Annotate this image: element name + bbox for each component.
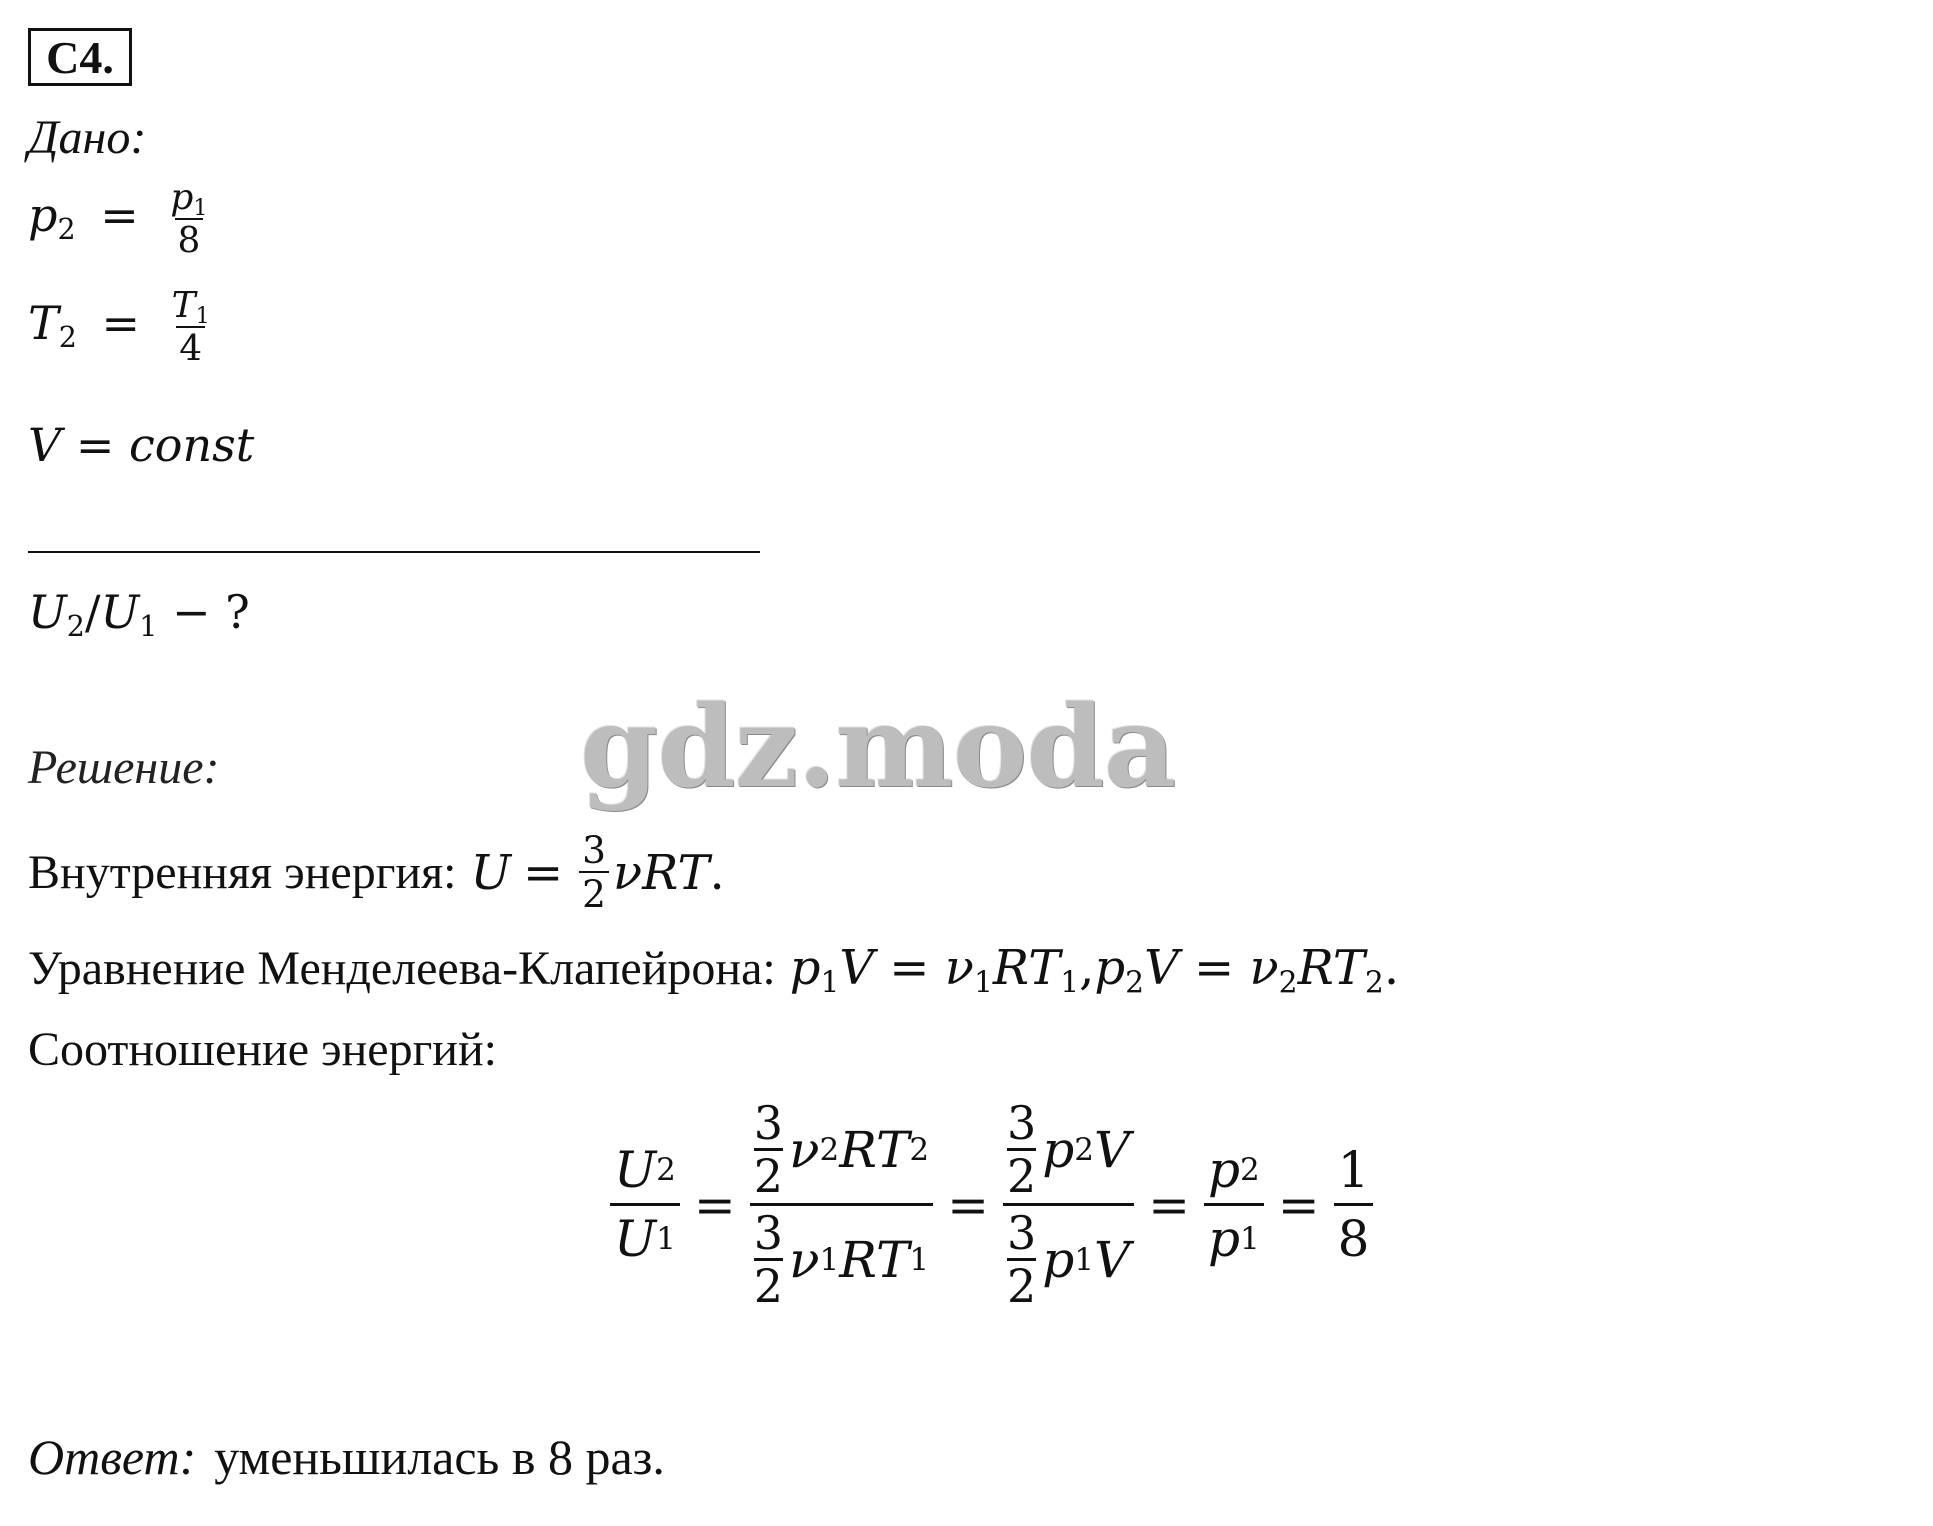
clapeyron-formula: $p_1V = \nu_1RT_1,p_2V = \nu_2RT_2$.: [789, 940, 1400, 1001]
problem-number-badge: [28, 28, 132, 86]
given-t2-fraction: $\frac{T_1}{4}$: [171, 285, 210, 369]
given-divider: [28, 551, 760, 553]
given-temperature-line: [28, 285, 217, 369]
given-p2-lhs: $p_2$: [28, 188, 76, 247]
ratio-p2-p1: p 2 p 1: [1204, 1141, 1264, 1268]
ratio-energy-expression: 3 2 ν 2 RT 2 3 2 ν 1 RT 1: [750, 1100, 933, 1309]
ratio-u2-u1: U 2 U 1: [610, 1141, 680, 1268]
clapeyron-line: [28, 940, 1400, 1001]
internal-energy-line: [28, 828, 725, 917]
ratio-pv-expression: 3 2 p 2 V 3 2 p 1 V: [1003, 1100, 1134, 1309]
given-heading: Дано:: [28, 111, 147, 164]
energy-ratio-equation: [610, 1096, 1373, 1313]
equals-sign: =: [693, 1175, 736, 1234]
given-pressure-line: [28, 177, 215, 261]
find-line: $U_2/U_1$ − ?: [28, 585, 250, 643]
internal-energy-text: Внутренняя энергия:: [28, 846, 457, 900]
given-t2-lhs: $T_2$: [28, 296, 77, 355]
equals-sign: =: [1277, 1175, 1320, 1234]
clapeyron-text: Уравнение Менделеева-Клапейрона:: [28, 941, 776, 995]
ratio-heading: Соотношение энергий:: [28, 1023, 497, 1076]
internal-energy-formula: U = $\frac{3}{2}$ νRT .: [470, 828, 725, 917]
equals-sign: =: [947, 1175, 989, 1234]
answer-text: уменьшилась в 8 раз.: [214, 1429, 665, 1485]
ratio-result: $\frac{1}{8}$: [1334, 1141, 1374, 1268]
answer-line: [28, 1428, 665, 1486]
answer-label: Ответ:: [28, 1429, 197, 1485]
problem-number: C4.: [46, 31, 114, 83]
watermark: gdz.moda: [580, 682, 1176, 813]
given-volume-line: V = const: [28, 418, 255, 472]
equals-sign: =: [101, 296, 141, 351]
given-p2-fraction: $\frac{p_1}{8}$: [170, 177, 208, 261]
equals-sign: =: [100, 188, 139, 243]
solution-heading: Решение:: [28, 741, 220, 794]
equals-sign: =: [1148, 1175, 1191, 1234]
